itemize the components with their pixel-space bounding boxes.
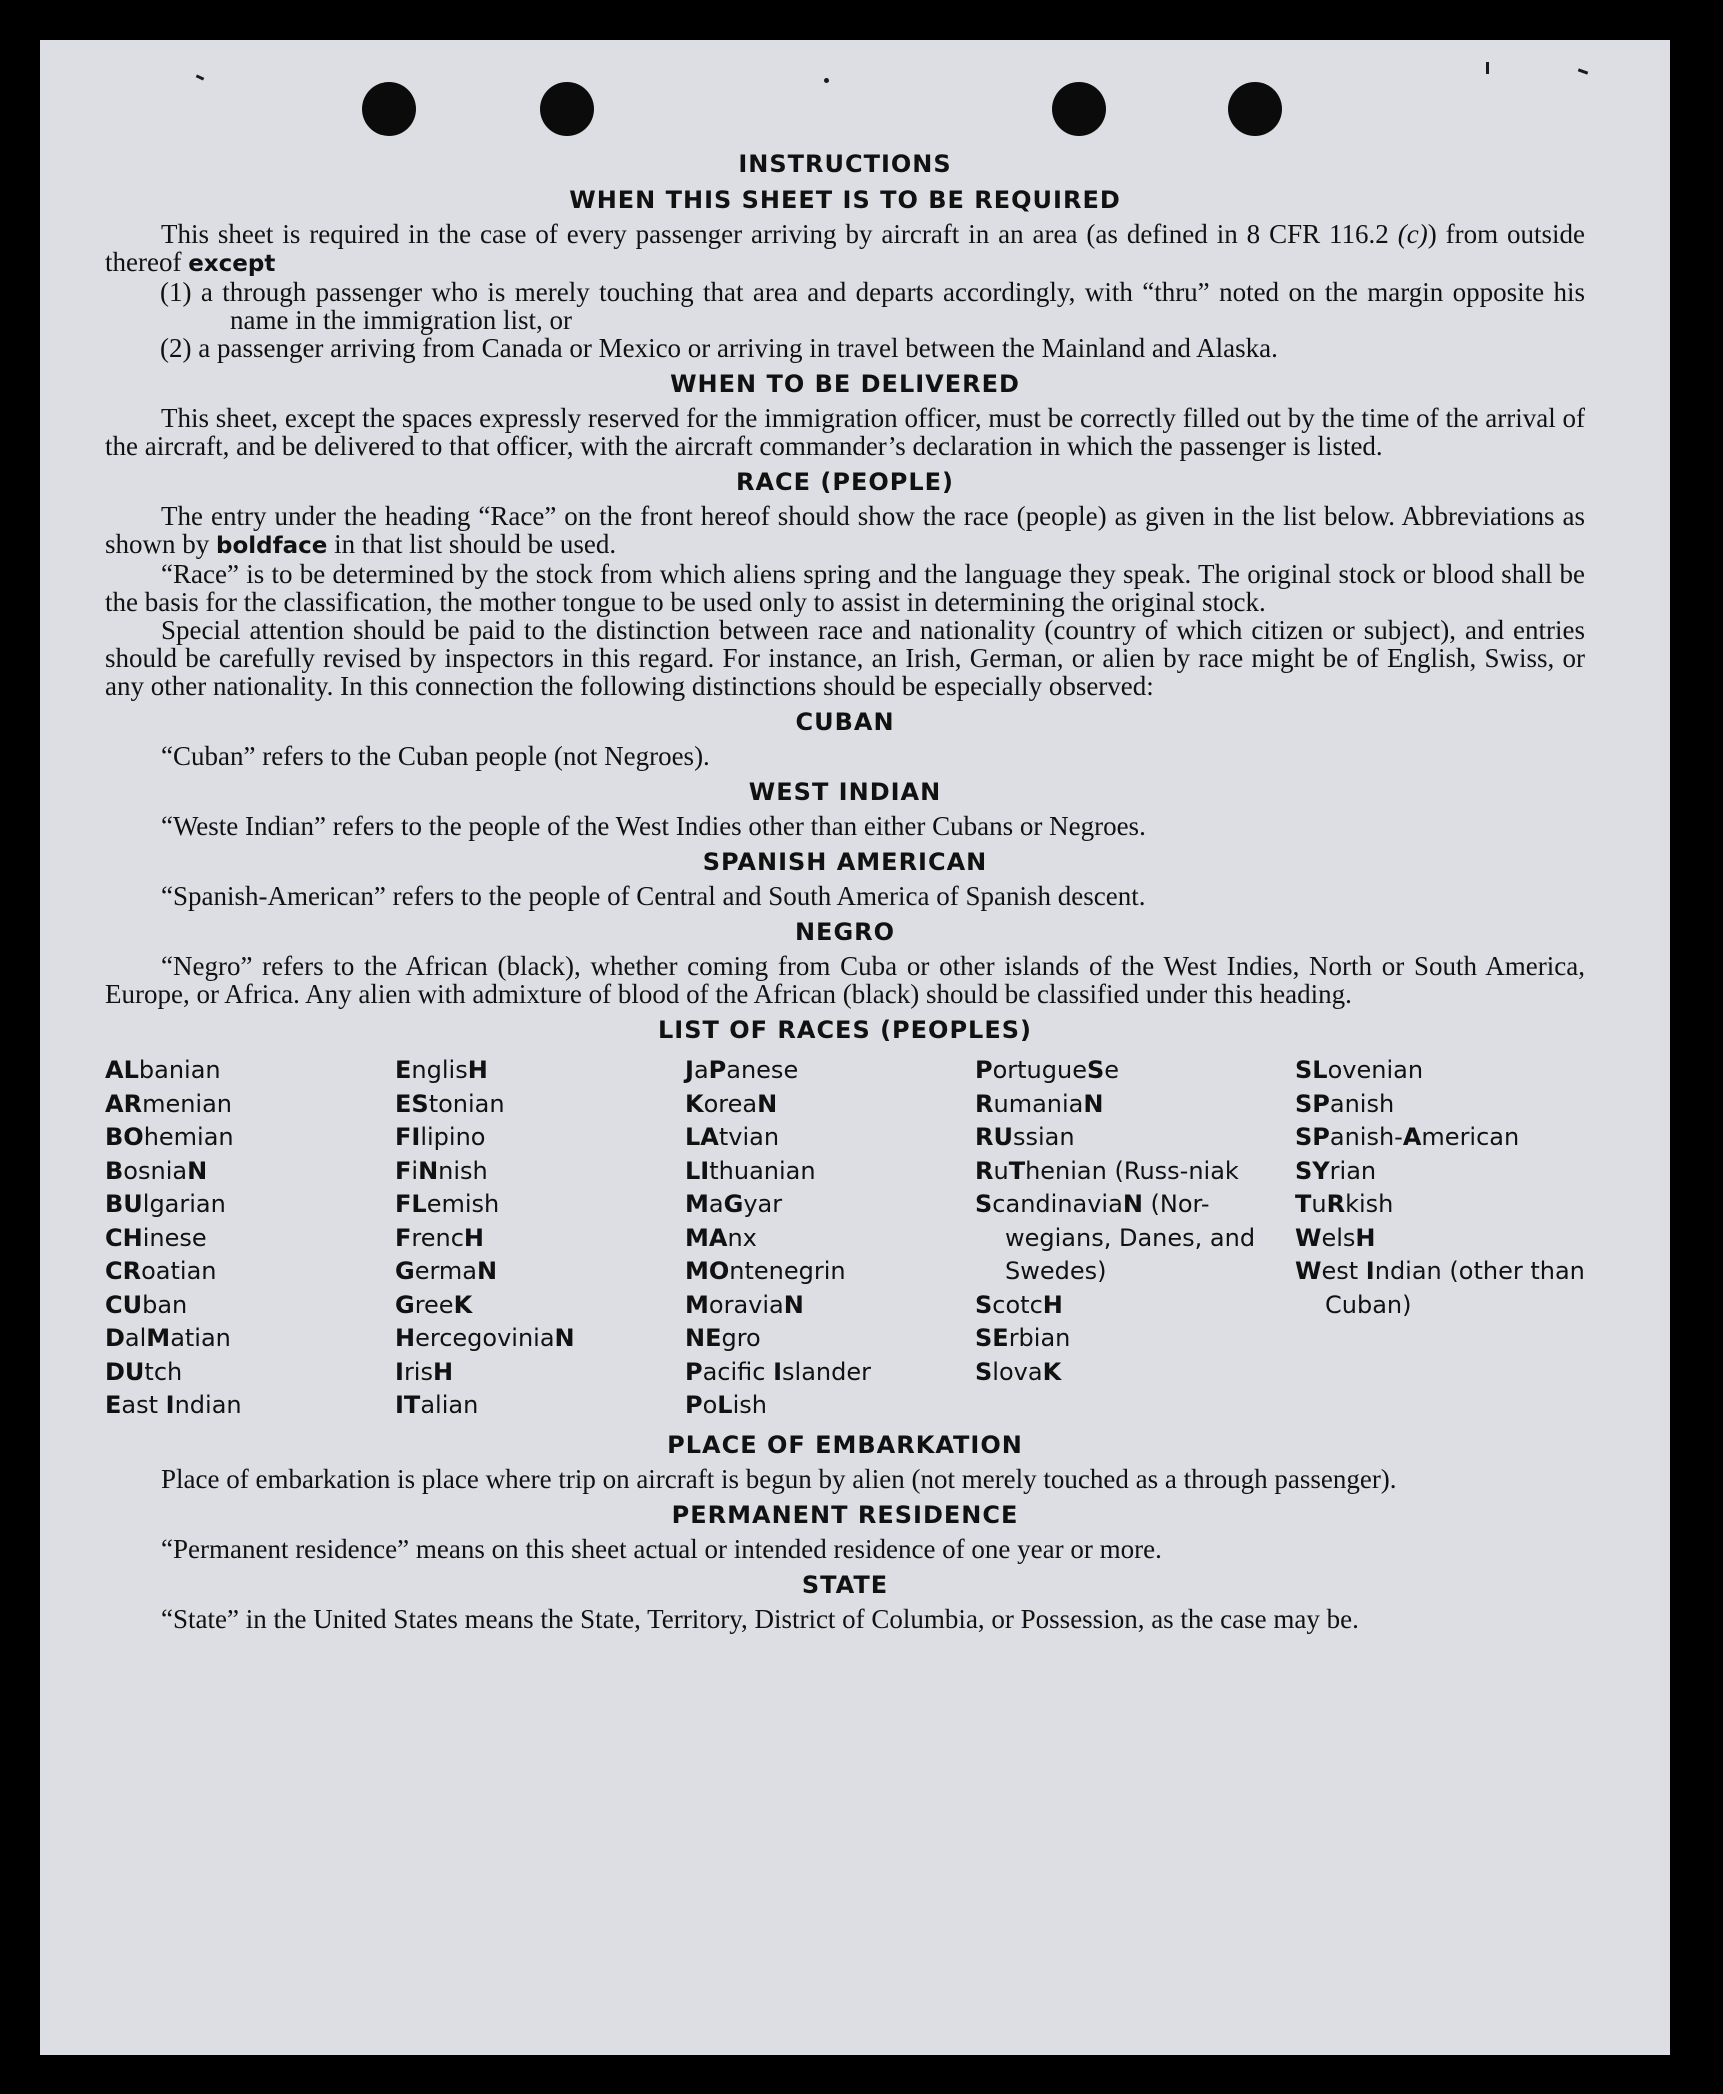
race-name-part: lgarian (142, 1190, 226, 1218)
race-entry (105, 1155, 395, 1189)
race-entry (395, 1121, 685, 1155)
section-title-spanish-american: SPANISH AMERICAN (702, 848, 988, 876)
embarkation-text: Place of embarkation is place where trip on aircraft is begun by alien (not merely touched as a through passenger). (161, 1463, 1397, 1494)
race-abbreviation: I (773, 1357, 783, 1386)
section-title-residence: PERMANENT RESIDENCE (671, 1500, 1019, 1529)
race-abbreviation: R (975, 1156, 994, 1185)
race-name-part: alian (420, 1391, 479, 1419)
race-entry (975, 1121, 1295, 1155)
race-abbreviation: N (1122, 1190, 1143, 1218)
race-name-part: u (993, 1156, 1009, 1185)
race-column (395, 1054, 685, 1423)
race-abbreviation: J (685, 1056, 694, 1084)
race-abbreviation: ES (395, 1089, 429, 1118)
instructions-body (105, 150, 1585, 1633)
race-entry (395, 1255, 685, 1289)
race-name-part: ree (414, 1290, 454, 1319)
race-entry (685, 1289, 975, 1323)
west-indian-text: “Weste Indian” refers to the people of the West Indies other than either Cubans or Negroes. (161, 811, 1146, 841)
race-name-part: orea (703, 1089, 758, 1118)
race-name-part: rbian (1008, 1324, 1071, 1352)
race-name-part: ish (732, 1391, 767, 1419)
race-name-part: acific (702, 1357, 774, 1386)
race-abbreviation: B (105, 1156, 124, 1185)
race-abbreviation: MO (685, 1257, 730, 1285)
residence-text: “Permanent residence” means on this sheet actual or intended residence of one year or more. (161, 1533, 1162, 1564)
race-abbreviation: I (395, 1357, 404, 1386)
race-name-part: yar (743, 1190, 783, 1218)
cuban-text: “Cuban” refers to the Cuban people (not Negroes). (161, 741, 710, 771)
race-name-part: oatian (141, 1257, 217, 1285)
race-column (105, 1054, 395, 1423)
race-name-part: est (1321, 1257, 1366, 1285)
race-abbreviation: R (975, 1089, 994, 1118)
race-name-part: ban (142, 1290, 188, 1319)
exception-item-2: (2) a passenger arriving from Canada or Mexico or arriving in travel between the Mainland and Alaska. (160, 333, 1278, 363)
race-name-part: kish (1345, 1190, 1394, 1218)
race-entry (685, 1356, 975, 1390)
race-name-part: merican (1421, 1123, 1520, 1151)
race-abbreviation: FL (395, 1190, 427, 1218)
race-abbreviation: N (783, 1290, 804, 1319)
race-abbreviation: M (685, 1190, 709, 1218)
race-entry (395, 1389, 685, 1423)
race-entry (685, 1322, 975, 1356)
race-abbreviation: P (708, 1056, 727, 1084)
race-abbreviation: N (554, 1324, 575, 1352)
race-name-part: banian (138, 1056, 221, 1084)
race-name-part: ris (403, 1357, 433, 1386)
section-title-list-of-races: LIST OF RACES (PEOPLES) (658, 1016, 1032, 1044)
when-delivered-text: This sheet, except the spaces expressly reserved for the immigration officer, must be correctly filled out by the time of the arrival of the aircraft, and be delivered to that officer, with the aircraft commander’s declaration in which the passenger is listed. (105, 403, 1585, 461)
race-abbreviation: H (467, 1056, 488, 1084)
race-abbreviation: N (187, 1156, 208, 1185)
race-abbreviation: M (146, 1324, 171, 1352)
race-entry (685, 1155, 975, 1189)
race-entry (1295, 1121, 1585, 1155)
punch-hole (1228, 82, 1282, 136)
race-entry (1295, 1155, 1585, 1189)
race-abbreviation: M (685, 1290, 709, 1319)
race-abbreviation: F (395, 1156, 412, 1185)
race-abbreviation: CU (105, 1290, 143, 1319)
race-entry (105, 1255, 395, 1289)
race-abbreviation: H (463, 1223, 485, 1252)
race-column (975, 1054, 1295, 1423)
race-list (105, 1054, 1585, 1423)
race-abbreviation: I (165, 1391, 175, 1419)
race-name-part: osnia (123, 1156, 188, 1185)
race-abbreviation: SP (1295, 1123, 1330, 1151)
race-abbreviation: F (395, 1223, 412, 1252)
race-entry (395, 1088, 685, 1122)
race-entry (685, 1188, 975, 1222)
race-name-part: atian (170, 1324, 231, 1352)
race-abbreviation: SL (1295, 1056, 1328, 1084)
race-entry (975, 1155, 1295, 1189)
punch-hole (540, 82, 594, 136)
race-entry (685, 1121, 975, 1155)
race-name-part: nglis (411, 1056, 468, 1084)
race-entry (105, 1054, 395, 1088)
race-name-part: thuanian (709, 1156, 816, 1185)
race-name-part: erma (414, 1257, 477, 1285)
race-entry (395, 1054, 685, 1088)
race-abbreviation: G (723, 1190, 744, 1218)
race-entry (685, 1222, 975, 1256)
race-abbreviation: S (975, 1357, 993, 1386)
race-abbreviation: P (685, 1357, 703, 1386)
race-name-part: gro (721, 1324, 761, 1352)
race-paragraph-2: “Race” is to be determined by the stock from which aliens spring and the language they speak. The original stock or blood shall be the basis for the classification, the mother tongue to be used only to assist in determining the original stock. (105, 559, 1585, 617)
scan-speck (196, 74, 205, 80)
race-name-part: (Nor-wegians, Danes, and Swedes) (1005, 1190, 1256, 1285)
race-abbreviation: RU (975, 1123, 1013, 1151)
race-entry (395, 1356, 685, 1390)
race-name-part: slander (782, 1357, 872, 1386)
race-entry (975, 1356, 1295, 1390)
race-name-part: ovenian (1327, 1056, 1424, 1084)
race-entry (105, 1289, 395, 1323)
race-entry (975, 1289, 1295, 1323)
race-abbreviation: I (1365, 1257, 1375, 1285)
race-abbreviation: H (395, 1324, 416, 1352)
race-name-part: menian (142, 1089, 233, 1118)
race-abbreviation: FI (395, 1123, 421, 1151)
race-name-part: nx (727, 1223, 757, 1252)
race-abbreviation: E (105, 1391, 122, 1419)
punch-hole (1052, 82, 1106, 136)
race-entry (1295, 1088, 1585, 1122)
race-entry (105, 1188, 395, 1222)
race-entry (975, 1088, 1295, 1122)
race-name-part: cotc (992, 1290, 1043, 1319)
race-entry (105, 1389, 395, 1423)
race-abbreviation: N (757, 1089, 778, 1118)
section-title-cuban: CUBAN (795, 708, 895, 736)
page-title: INSTRUCTIONS (738, 150, 952, 178)
race-name-part: els (1321, 1223, 1356, 1252)
race-name-part: i (411, 1156, 419, 1185)
race-name-part: o (702, 1391, 718, 1419)
race-entry (1295, 1054, 1585, 1088)
punch-hole (362, 82, 416, 136)
race-abbreviation: R (1326, 1190, 1346, 1218)
spanish-american-text: “Spanish-American” refers to the people of Central and South America of Spanish descent. (161, 881, 1146, 911)
race-abbreviation: SY (1295, 1156, 1330, 1185)
scan-speck (1486, 62, 1489, 74)
race-name-part: anish (1329, 1089, 1395, 1118)
section-title-when-required: WHEN THIS SHEET IS TO BE REQUIRED (569, 186, 1121, 214)
race-name-part: inese (142, 1223, 207, 1252)
race-abbreviation: CH (105, 1223, 143, 1252)
race-name-part: oravia (708, 1290, 784, 1319)
race-abbreviation: DU (105, 1357, 145, 1386)
race-entry (105, 1121, 395, 1155)
race-name-part: hemian (143, 1123, 234, 1151)
race-entry (1295, 1188, 1585, 1222)
race-abbreviation: AL (105, 1056, 139, 1084)
race-abbreviation: LI (685, 1156, 710, 1185)
race-abbreviation: MA (685, 1223, 728, 1252)
race-entry (975, 1322, 1295, 1356)
race-entry (105, 1222, 395, 1256)
race-entry (105, 1322, 395, 1356)
race-abbreviation: N (418, 1156, 439, 1185)
race-abbreviation: H (1042, 1290, 1063, 1319)
race-abbreviation: CR (105, 1257, 142, 1285)
race-abbreviation: SP (1295, 1089, 1330, 1118)
race-abbreviation: P (685, 1391, 703, 1419)
race-name-part: lipino (420, 1123, 486, 1151)
race-name-part: emish (426, 1190, 500, 1218)
race-name-part: a (693, 1056, 709, 1084)
race-entry (975, 1188, 1295, 1289)
race-name-part: ssian (1012, 1123, 1075, 1151)
exception-item-1: (1) a through passenger who is merely touching that area and departs accordingly, with “thru” noted on the margin opposite his name in the immigration list, or (160, 277, 1585, 335)
race-abbreviation: T (1008, 1156, 1026, 1185)
section-title-race: RACE (PEOPLE) (735, 468, 955, 496)
race-abbreviation: S (975, 1290, 993, 1319)
section-title-negro: NEGRO (794, 918, 896, 946)
race-name-part: ntenegrin (729, 1257, 846, 1285)
race-abbreviation: BO (105, 1123, 144, 1151)
scan-speck (824, 78, 829, 83)
race-abbreviation: N (477, 1257, 498, 1285)
when-required-text: This sheet is required in the case of every passenger arriving by aircraft in an area (as defined in 8 CFR 116.2 (c)) from outside thereof except (105, 219, 1586, 277)
race-abbreviation: T (1295, 1190, 1312, 1218)
race-abbreviation: SE (975, 1324, 1009, 1352)
race-name-part: u (1311, 1190, 1327, 1218)
race-entry (395, 1289, 685, 1323)
section-title-when-delivered: WHEN TO BE DELIVERED (670, 370, 1020, 398)
race-entry (105, 1356, 395, 1390)
scan-speck (1578, 68, 1588, 74)
race-name-part: a (708, 1190, 724, 1218)
race-abbreviation: LA (685, 1123, 719, 1151)
race-name-part: ercegovinia (415, 1324, 555, 1352)
race-name-part: umania (993, 1089, 1084, 1118)
section-title-embarkation: PLACE OF EMBARKATION (667, 1430, 1023, 1459)
race-name-part: tch (144, 1357, 183, 1386)
race-abbreviation: H (432, 1357, 454, 1386)
race-entry (395, 1222, 685, 1256)
race-name-part: al (124, 1324, 147, 1352)
race-entry (1295, 1255, 1585, 1322)
race-entry (685, 1088, 975, 1122)
race-abbreviation: P (975, 1056, 993, 1084)
race-name-part: anese (726, 1056, 799, 1084)
race-abbreviation: AR (105, 1089, 143, 1118)
race-entry (395, 1322, 685, 1356)
race-abbreviation: G (395, 1257, 415, 1285)
race-entry (395, 1155, 685, 1189)
race-name-part: tonian (428, 1089, 505, 1118)
race-abbreviation: K (453, 1290, 473, 1319)
race-abbreviation: E (395, 1056, 412, 1084)
race-paragraph-1: The entry under the heading “Race” on the front hereof should show the race (people) as given in the list below. Abbreviations as shown by boldface in that list should be used. (105, 501, 1585, 559)
race-name-part: candinavia (992, 1190, 1123, 1218)
race-name-part: rian (1329, 1156, 1377, 1185)
section-title-state: STATE (801, 1570, 889, 1599)
race-abbreviation: IT (395, 1391, 421, 1419)
race-abbreviation: S (1086, 1056, 1105, 1084)
race-name-part: tvian (718, 1123, 780, 1151)
race-entry (685, 1389, 975, 1423)
race-abbreviation: K (1042, 1357, 1062, 1386)
race-column (1295, 1054, 1585, 1423)
race-name-part: anish- (1329, 1123, 1403, 1151)
race-entry (395, 1188, 685, 1222)
document-page (40, 40, 1670, 2055)
race-abbreviation: K (685, 1089, 704, 1118)
section-title-west-indian: WEST INDIAN (748, 778, 942, 806)
state-text: “State” in the United States means the State, Territory, District of Columbia, or Possession, as the case may be. (161, 1603, 1359, 1634)
race-abbreviation: S (975, 1190, 993, 1218)
race-abbreviation: NE (685, 1324, 722, 1352)
negro-text: “Negro” refers to the African (black), whether coming from Cuba or other islands of the West Indies, North or South America, Europe, or Africa. Any alien with admixture of blood of the African (black) should be classified under this heading. (105, 951, 1585, 1009)
race-abbreviation: G (395, 1290, 415, 1319)
race-column (685, 1054, 975, 1423)
race-name-part: henian (Russ-niak (1025, 1156, 1239, 1185)
race-entry (105, 1088, 395, 1122)
race-abbreviation: L (717, 1391, 733, 1419)
race-name-part: e (1104, 1056, 1120, 1084)
race-abbreviation: H (1355, 1223, 1376, 1252)
race-entry (685, 1255, 975, 1289)
race-name-part: renc (411, 1223, 464, 1252)
race-name-part: ndian (174, 1391, 242, 1419)
race-name-part: lova (992, 1357, 1043, 1386)
race-abbreviation: W (1295, 1223, 1322, 1252)
race-abbreviation: W (1295, 1257, 1322, 1285)
race-entry (975, 1054, 1295, 1088)
race-name-part: ndian (other than Cuban) (1325, 1257, 1585, 1319)
race-entry (685, 1054, 975, 1088)
race-paragraph-3: Special attention should be paid to the distinction between race and nationality (country of which citizen or subject), and entries should be carefully revised by inspectors in this regard. For instance, an Irish, German, or alien by race might be of English, Swiss, or any other nationality. In this connection the following distinctions should be especially observed: (105, 615, 1585, 701)
race-name-part: ortugue (992, 1056, 1087, 1084)
race-name-part: ast (121, 1391, 166, 1419)
race-abbreviation: BU (105, 1190, 143, 1218)
race-name-part: nish (438, 1156, 488, 1185)
race-abbreviation: N (1083, 1089, 1104, 1118)
race-entry (1295, 1222, 1585, 1256)
race-abbreviation: A (1402, 1123, 1422, 1151)
race-abbreviation: D (105, 1324, 125, 1352)
